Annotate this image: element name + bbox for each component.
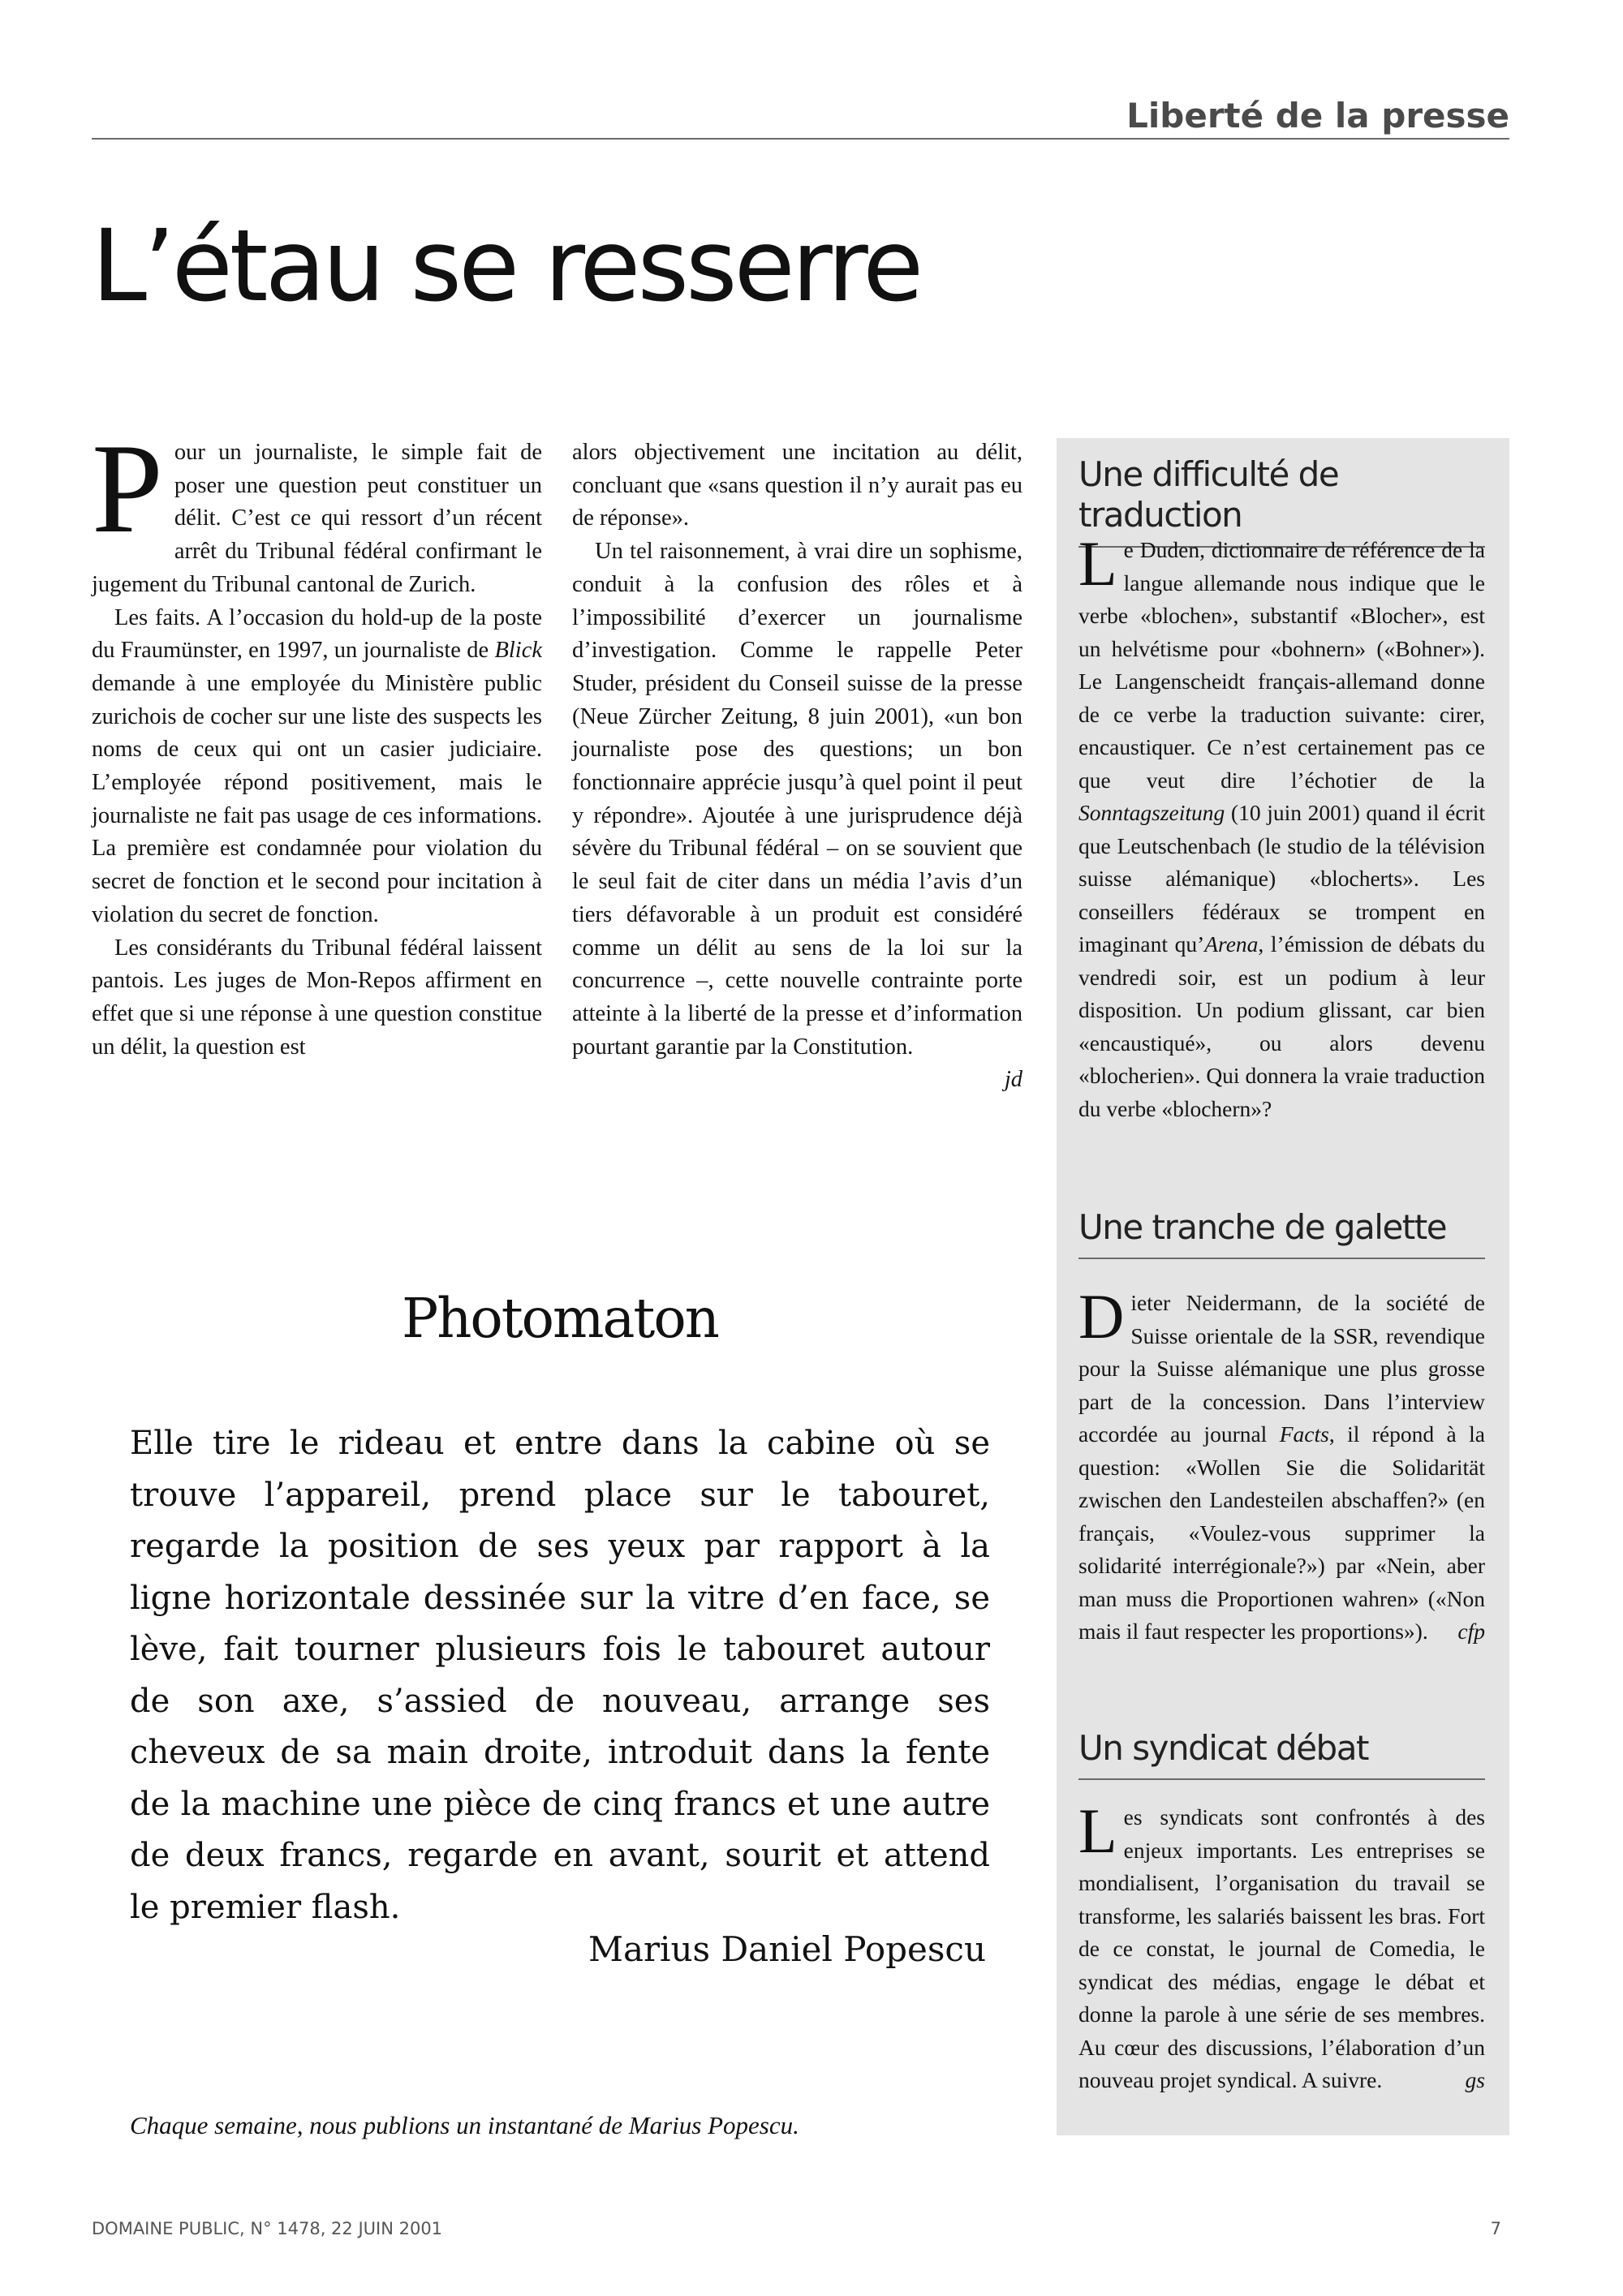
drop-cap: L xyxy=(1078,528,1117,599)
sidebar-text: e Duden, dictionnaire de référence de la langue allemande nous indique que le verbe «blochen», substantif «Blocher», est un helvétisme pour «bohnern» («Bohner»). Le Langenscheidt français-allemand donne de ce verbe la traduction suivante: cirer, encaustiquer. Ce n’est certainement pas ce que veut dire l’échotier de la xyxy=(1078,537,1485,793)
article-text: demande à une employée du Ministère public zurichois de cocher sur une liste des suspects les noms de ceux qui ont un casier judiciaire. L’employée répond positivement, mais le journaliste ne fait pas usage de ces informations. La première est condamnée pour violation du secret de fonction et le second pour incitation à violation du secret de fonction. xyxy=(92,670,542,927)
article-column-1 xyxy=(92,418,542,1064)
sidebar-text: (10 juin 2001) quand il écrit que Leutschenbach (le studio de la télévision suisse alémanique) «blocherts». Les conseillers fédéraux se trompent en imaginant qu’ xyxy=(1078,800,1485,957)
article-paragraph: alors objectivement une incitation au délit, concluant que «sans question il n’y aurait pas eu de réponse». xyxy=(572,440,1022,531)
sidebar xyxy=(1057,438,1509,2135)
article-paragraph xyxy=(92,602,542,932)
photomaton-caption: Chaque semaine, nous publions un instantané de Marius Popescu. xyxy=(130,2111,799,2139)
header-rule xyxy=(92,138,1509,140)
article-text: Les faits. A l’occasion du hold-up de la poste du Fraumünster, en 1997, un journaliste de xyxy=(92,604,542,664)
sidebar-text-syndicat xyxy=(1078,1795,1485,2097)
author-initials: gs xyxy=(1465,2067,1485,2092)
article-paragraph: Un tel raisonnement, à vrai dire un sophisme, conduit à la confusion des rôles et à l’impossibilité d’exercer un journalisme d’investigation. Comme le rappelle Peter Studer, président du Conseil suisse de la presse (Neue Zürcher Zeitung, 8 juin 2001), «un bon journaliste pose des questions; un bon fonctionnaire apprécie jusqu’à quel point il peut y répondre». Ajoutée à une jurisprudence déjà sévère du Tribunal fédéral – on se souvient que le seul fait de citer dans un média l’avis d’un tiers défavorable à un produit est considéré comme un délit au sens de la loi sur la concurrence –, cette nouvelle contrainte porte atteinte à la liberté de la presse et d’information pourtant garantie par la Constitution. xyxy=(572,539,1022,1060)
page-number: 7 xyxy=(1490,2219,1501,2238)
publication-name: Facts xyxy=(1279,1421,1329,1447)
photomaton-title: Photomaton xyxy=(402,1287,718,1350)
drop-cap: P xyxy=(92,418,163,560)
article-column-2 xyxy=(572,436,1022,1097)
article-paragraph xyxy=(92,418,542,602)
section-label: Liberté de la presse xyxy=(1126,96,1509,135)
author-initials: jd xyxy=(1004,1067,1022,1093)
sidebar-heading-traduction: Une difficulté de traduction xyxy=(1078,454,1485,548)
sidebar-heading-syndicat: Un syndicat débat xyxy=(1078,1728,1485,1780)
sidebar-text: es syndicats sont confrontés à des enjeux importants. Les entreprises se mondialisent, l’organisation du travail se transforme, les salariés baissent les bras. Fort de ce constat, le journal de Comedia, le syndicat des médias, engage le débat et donne la parole à une série de ses membres. Au cœur des discussions, l’élaboration d’un nouveau projet syndical. A suivre. xyxy=(1078,1804,1485,2092)
sidebar-text: , l’émission de débats du vendredi soir, est un podium à leur disposition. Un podium glissant, car bien «encaustiqué», ou alors devenu «blocherien». Qui donnera la vraie traduction du verbe «blochern»? xyxy=(1078,931,1485,1121)
sidebar-heading-galette: Une tranche de galette xyxy=(1078,1207,1485,1259)
sidebar-text: , il répond à la question: «Wollen Sie die Solidarität zwischen den Landesteilen abschaffen?» (en français, «Voulez-vous supprimer la solidarité interrégionale?») par «Nein, aber man muss die Proportionen wahren» («Non mais il faut respecter les proportions»). xyxy=(1078,1421,1485,1644)
footer-publication: DOMAINE PUBLIC, N° 1478, 22 JUIN 2001 xyxy=(92,2219,443,2238)
drop-cap: L xyxy=(1078,1795,1117,1866)
article-paragraph: Les considérants du Tribunal fédéral laissent pantois. Les juges de Mon-Repos affirment en effet que si une réponse à une question constitue un délit, la question est xyxy=(92,935,542,1060)
program-name: Arena xyxy=(1204,931,1259,957)
photomaton-author: Marius Daniel Popescu xyxy=(588,1929,986,1969)
publication-name: Sonntagszeitung xyxy=(1078,800,1225,825)
article-title: L’étau se resserre xyxy=(92,209,921,324)
sidebar-text-galette xyxy=(1078,1281,1485,1649)
author-initials: cfp xyxy=(1457,1619,1485,1644)
sidebar-text: ieter Neidermann, de la société de Suisse orientale de la SSR, revendique pour la Suisse alémanique une plus grosse part de la concession. Dans l’interview accordée au journal xyxy=(1078,1290,1485,1447)
article-text: our un journaliste, le simple fait de poser une question peut constituer un délit. C’est ce qui ressort d’un récent arrêt du Tribunal fédéral confirmant le jugement du Tribunal cantonal de Zurich. xyxy=(92,440,542,597)
photomaton-text: Elle tire le rideau et entre dans la cabine où se trouve l’appareil, prend place sur le tabouret, regarde la position de ses yeux par rapport à la ligne horizontale dessinée sur la vitre d’en face, se lève, fait tourner plusieurs fois le tabouret autour de son axe, s’assied de nouveau, arrange ses cheveux de sa main droite, introduit dans la fente de la machine une pièce de cinq francs et une autre de deux francs, regarde en avant, sourit et attend le premier flash. xyxy=(130,1425,990,1926)
publication-name: Blick xyxy=(494,638,542,664)
drop-cap: D xyxy=(1078,1281,1125,1352)
sidebar-text-traduction xyxy=(1078,528,1485,1125)
